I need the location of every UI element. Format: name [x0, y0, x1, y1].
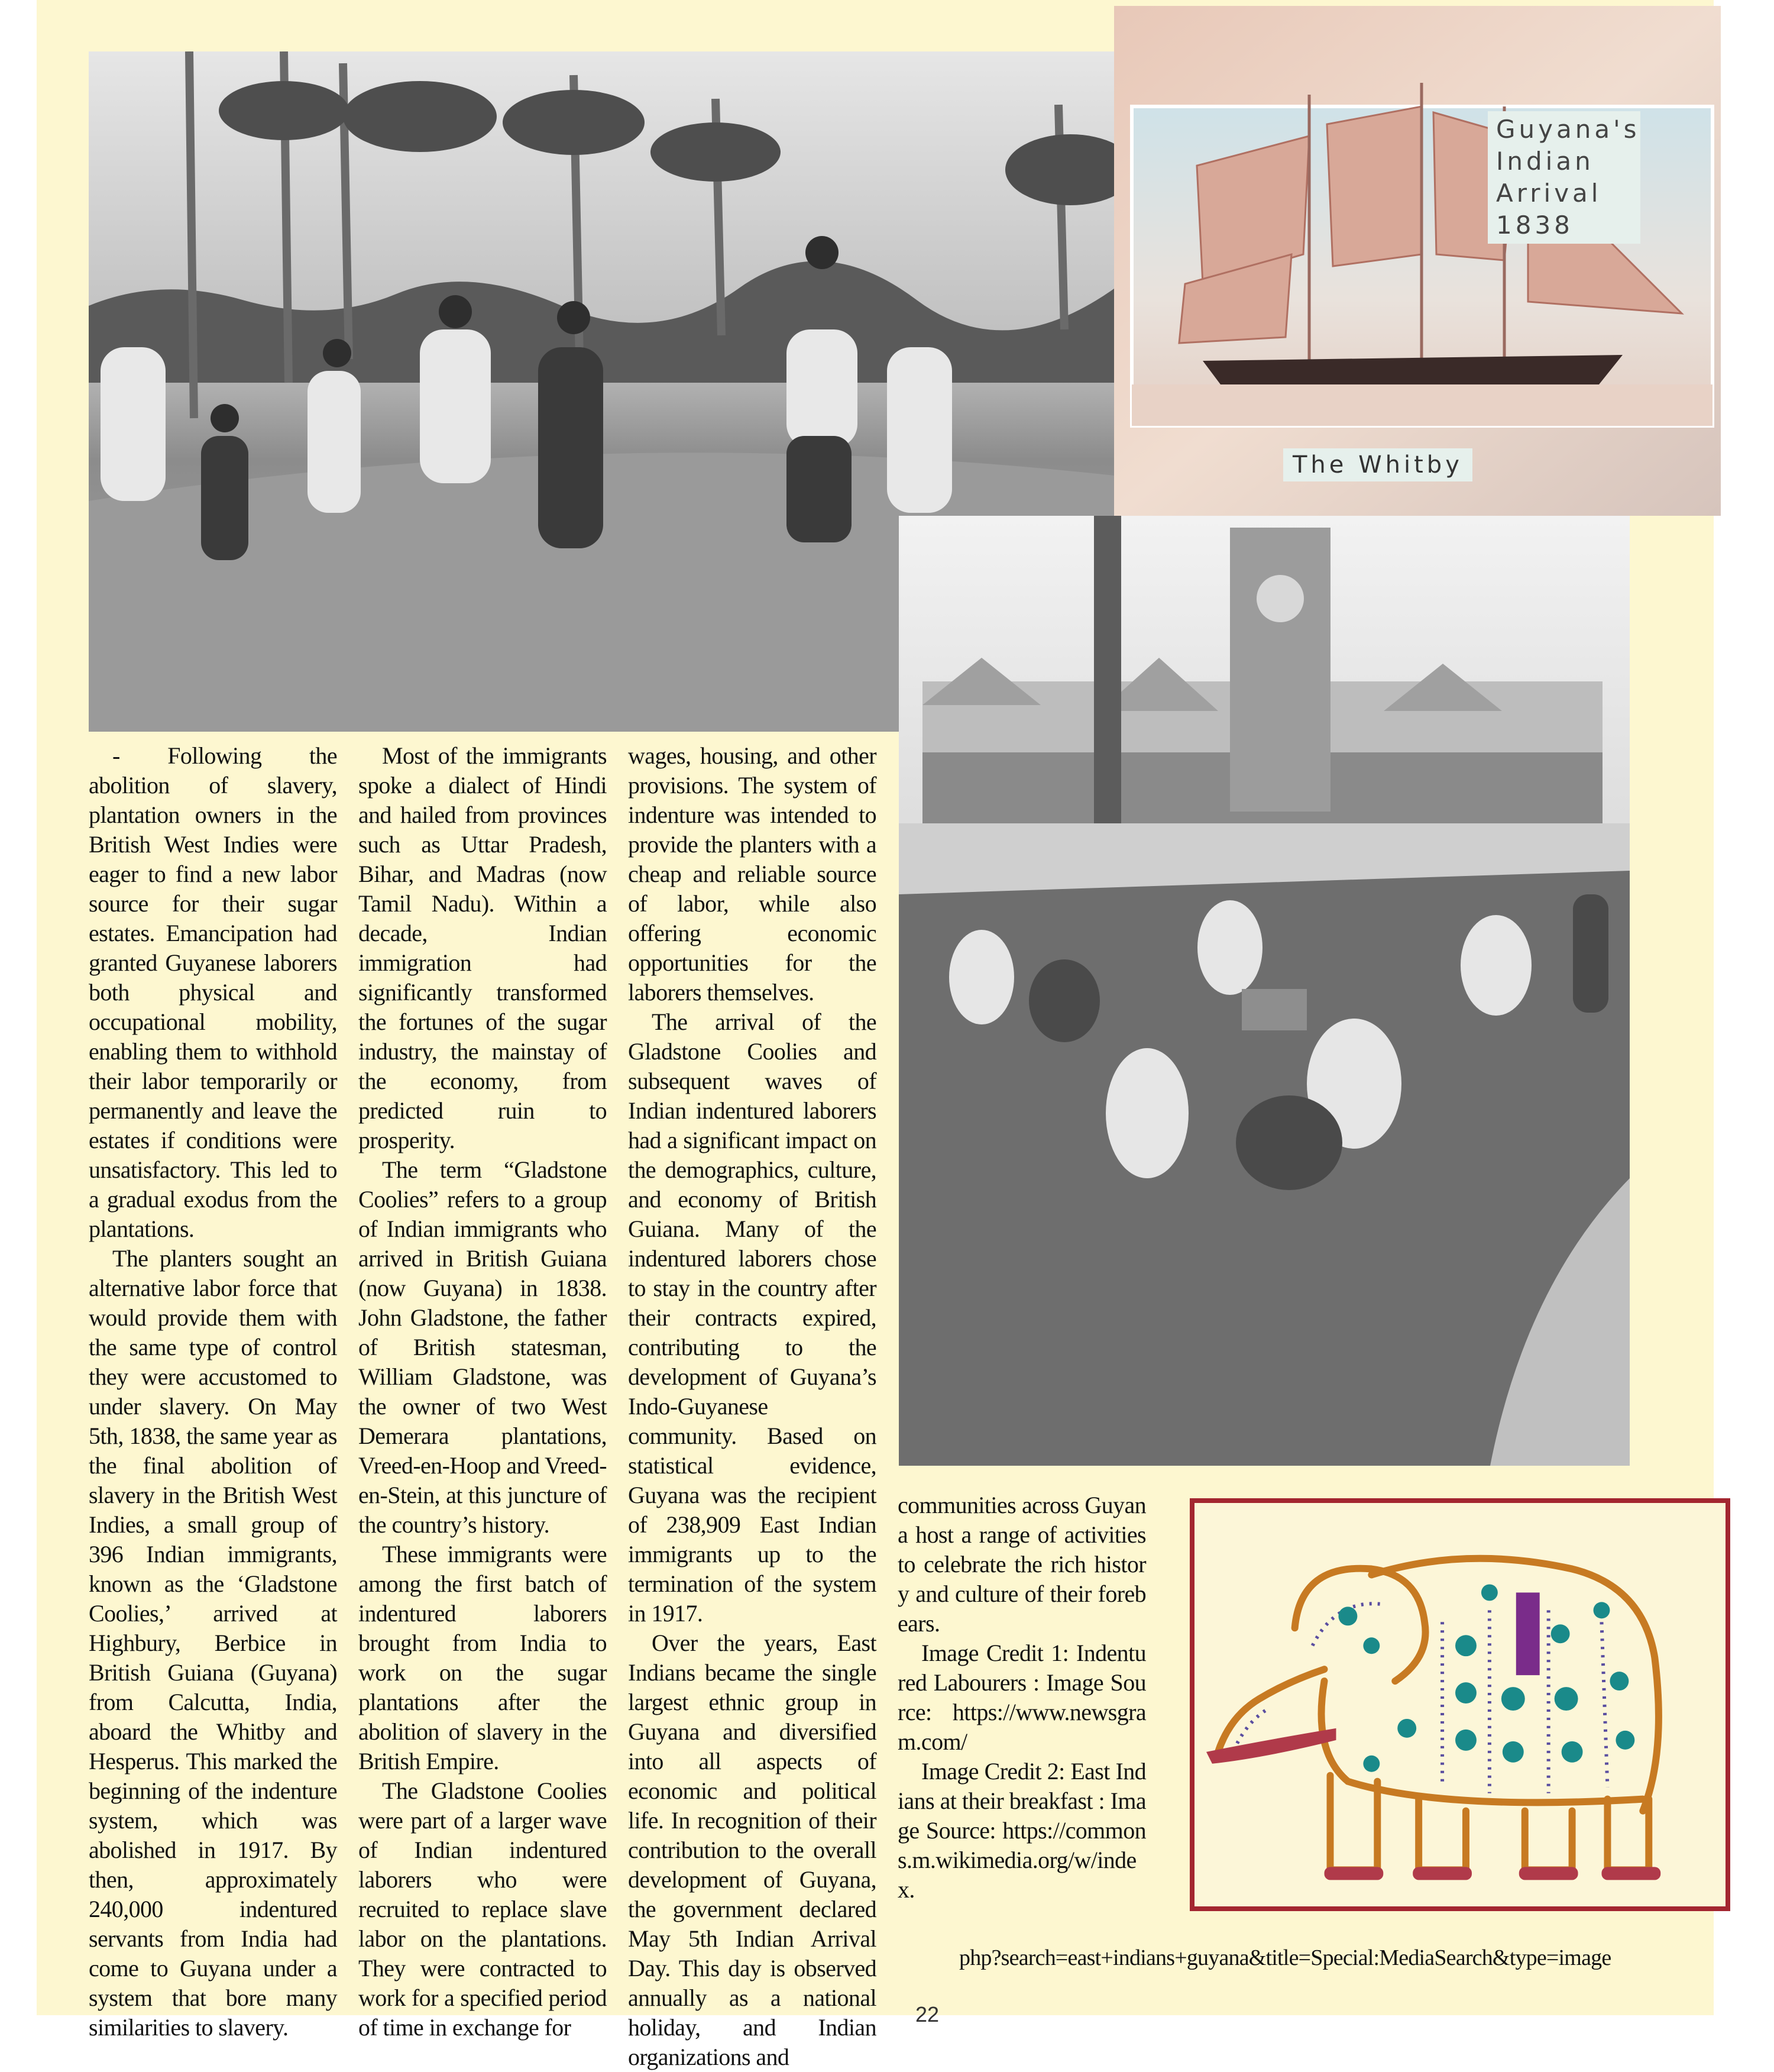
article-paragraph: Over the years, East Indians became the single largest ethnic group in Guyana and diversified into all aspects of economic and political life. In recognition of their contribution to the overall development of Guyana, the government declared May 5th Indian Arrival Day. This day is observed annually as a national holiday, and Indian organizations and: [628, 1630, 876, 2070]
ship-name-caption: The Whitby: [1283, 448, 1472, 481]
article-paragraph: The term “Gladstone Coolies” refers to a group of Indian immigrants who arrived in British Guiana (now Guyana) in 1838. John Gladstone, the father of British statesman, William Gladstone, was the owner of two West Demerara plantations, Vreed-en-Hoop and Vreed-en-Stein, at this juncture of the country’s history.: [358, 1156, 607, 1538]
article-paragraph: Most of the immigrants spoke a dialect of Hindi and hailed from provinces such as Uttar Pradesh, Bihar, and Madras (now Tamil Nadu). Within a decade, Indian immigration had significantly transformed the fortunes of the sugar industry, the mainstay of the economy, from predicted ruin to prosperity.: [358, 742, 607, 1153]
article-paragraph: communities across Guyana host a range of activities to celebrate the rich history and culture of their forebears.: [898, 1492, 1146, 1637]
photo-whitby-ship: [1114, 6, 1721, 516]
article-paragraph: - Following the abolition of slavery, plantation owners in the British West Indies were eager to find a new labor source for their sugar estates. Emancipation had granted Guyanese laborers both physical and occupational mobility, enabling them to withhold their labor temporarily or permanently and leave the estates if conditions were unsatisfactory. This led to a gradual exodus from the plantations.: [89, 742, 337, 1242]
article-paragraph: The planters sought an alternative labor force that would provide them with the same type of control they were accustomed to under slavery. On May 5th, 1838, the same year as the final abolition of slavery in the British West Indies, a small group of 396 Indian immigrants, known as the ‘Gladstone Coolies,’ arrived at Highbury, Berbice in British Guiana (Guyana) from Calcutta, India, aboard the Whitby and Hesperus. This marked the beginning of the indenture system, which was abolished in 1917. By then, approximately 240,000 indentured servants from India had come to Guyana under a system that bore many similarities to slavery.: [89, 1245, 337, 2041]
article-column-1: [89, 741, 337, 2042]
article-paragraph: wages, housing, and other provisions. The system of indenture was intended to provide the planters with a cheap and reliable source of labor, while also offering economic opportunities for the laborers themselves.: [628, 742, 876, 1006]
article-column-2: [358, 741, 607, 2042]
elephant-illustration-frame: [1190, 1498, 1730, 1911]
image-credit-2: Image Credit 2: East Indians at their breakfast : Image Source: https://commons.m.wikimedia.org/w/index.: [898, 1758, 1146, 1903]
page-number: 22: [915, 2002, 940, 2026]
article-paragraph: The Gladstone Coolies were part of a larger wave of Indian indentured laborers who were recruited to replace slave labor on the plantations. They were contracted to work for a specified period of time in exchange for: [358, 1777, 607, 2041]
ship-title-line: 1838: [1496, 211, 1574, 240]
ship-title-line: Arrival: [1496, 179, 1602, 208]
article-paragraph: These immigrants were among the first batch of indentured laborers brought from India to work on the sugar plantations after the abolition of slavery in the British Empire.: [358, 1541, 607, 1774]
magazine-page: [37, 0, 1714, 2070]
article-column-4: [898, 1491, 1146, 1905]
image-credit-url-continuation: php?search=east+indians+guyana&title=Special:MediaSearch&type=image: [959, 1945, 1611, 1970]
ship-title-line: Guyana's: [1496, 115, 1640, 144]
elephant-icon: [1194, 1503, 1726, 1906]
ship-title-line: Indian: [1496, 147, 1594, 176]
article-paragraph: The arrival of the Gladstone Coolies and subsequent waves of Indian indentured laborers had a significant impact on the demographics, culture, and economy of British Guiana. Many of the indentured laborers chose to stay in the country after their contracts expired, contributing to the development of Guyana’s Indo-Guyanese community. Based on statistical evidence, Guyana was the recipient of 238,909 East Indian immigrants up to the termination of the system in 1917.: [628, 1008, 876, 1627]
photo-east-indians-breakfast: [899, 516, 1630, 1466]
ship-title-caption: [1488, 111, 1640, 244]
image-credit-1: Image Credit 1: Indentured Labourers : Image Source: https://www.newsgram.com/: [898, 1640, 1146, 1755]
article-column-3: [628, 741, 876, 2072]
